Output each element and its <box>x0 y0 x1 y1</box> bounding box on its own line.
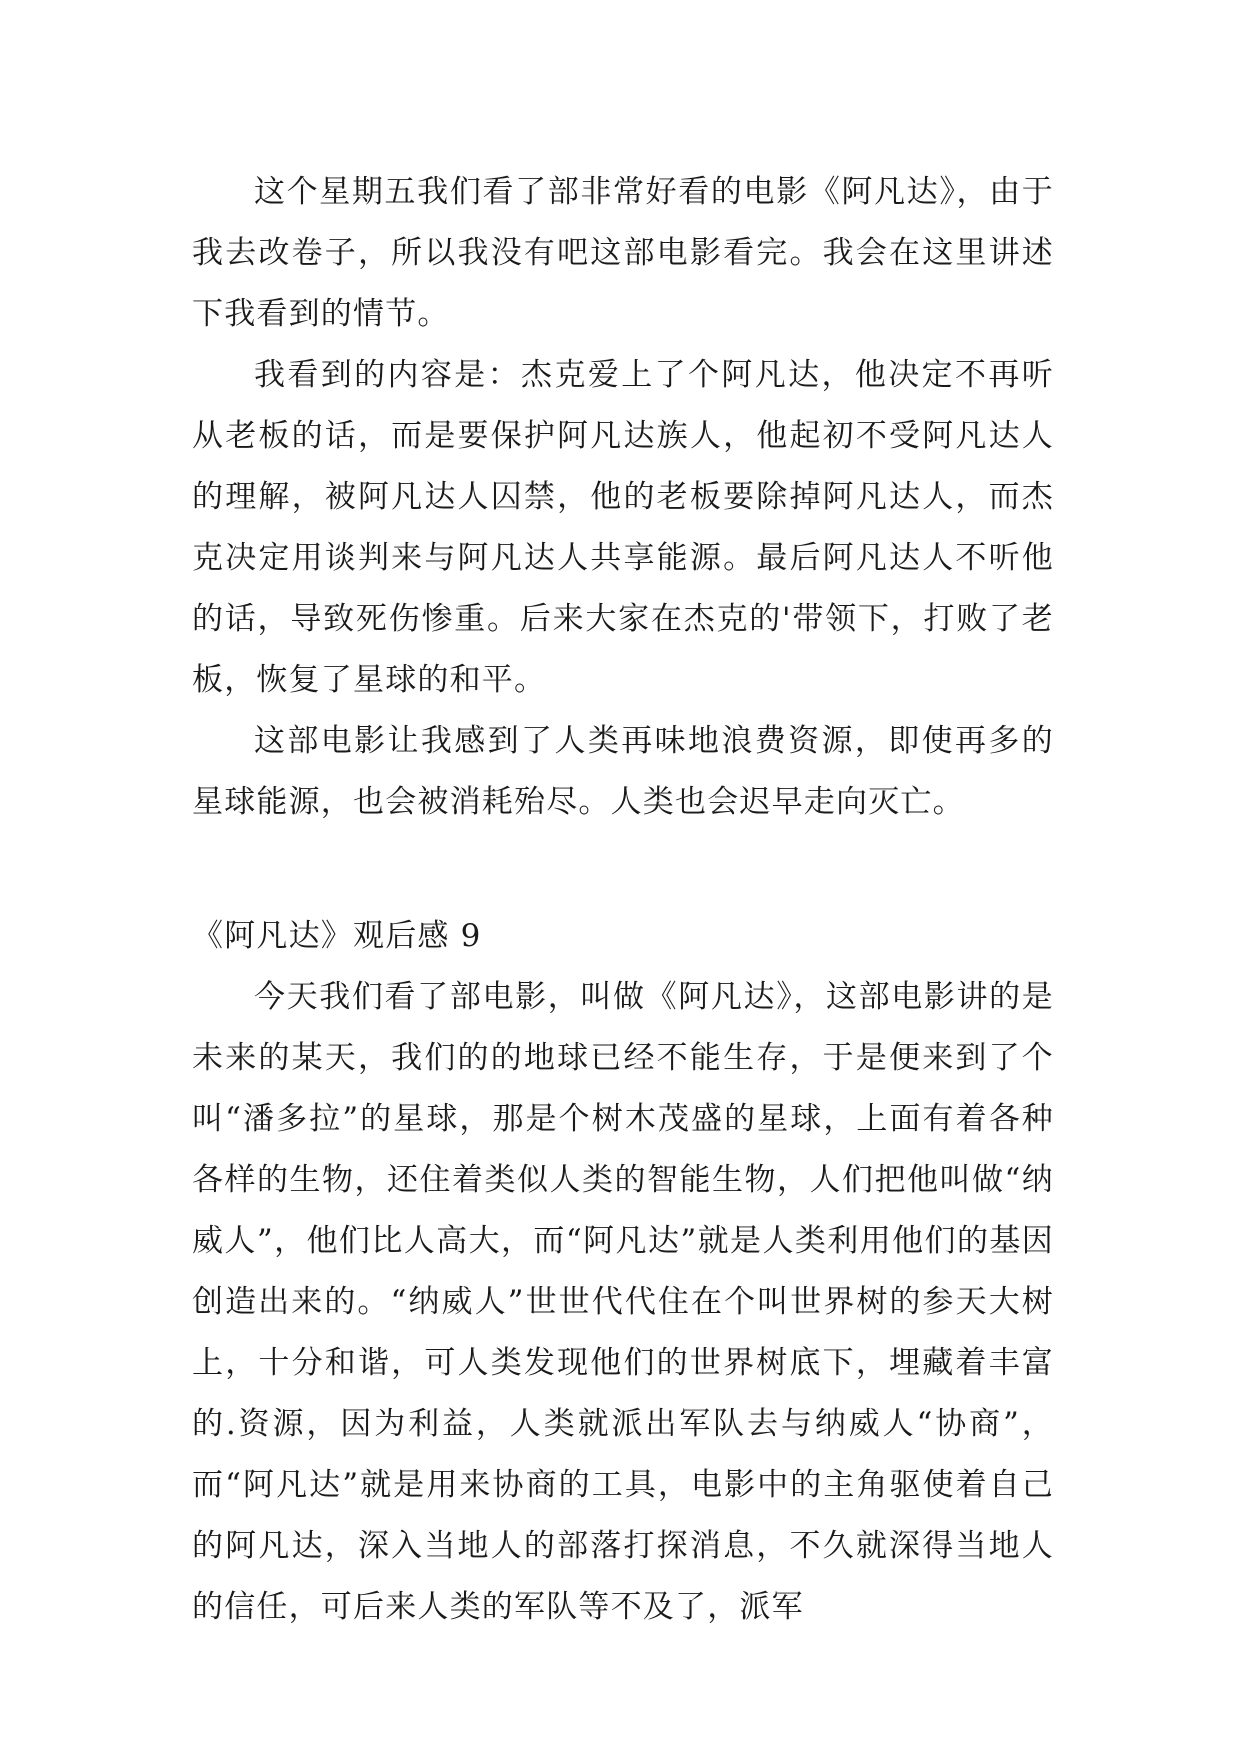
paragraph-2: 我看到的内容是：杰克爱上了个阿凡达，他决定不再听从老板的话，而是要保护阿凡达族人，他起初不受阿凡达人的理解，被阿凡达人囚禁，他的老板要除掉阿凡达人，而杰克决定用谈判来与阿凡达人共享能源。最后阿凡达人不听他的话，导致死伤惨重。后来大家在杰克的'带领下，打败了老板，恢复了星球的和平。 <box>192 357 1054 698</box>
document-body <box>192 162 1054 1638</box>
section-title: 《阿凡达》观后感 9 <box>192 918 482 954</box>
paragraph-1: 这个星期五我们看了部非常好看的电影《阿凡达》，由于我去改卷子，所以我没有吧这部电影看完。我会在这里讲述下我看到的情节。 <box>192 174 1054 332</box>
paragraph-4: 今天我们看了部电影，叫做《阿凡达》，这部电影讲的是未来的某天，我们的的地球已经不能生存，于是便来到了个叫“潘多拉”的星球，那是个树木茂盛的星球，上面有着各种各样的生物，还住着类似人类的智能生物，人们把他叫做“纳威人”，他们比人高大，而“阿凡达”就是人类利用他们的基因创造出来的。“纳威人”世世代代住在个叫世界树的参天大树上，十分和谐，可人类发现他们的世界树底下，埋藏着丰富的.资源，因为利益，人类就派出军队去与纳威人“协商”，而“阿凡达”就是用来协商的工具，电影中的主角驱使着自己的阿凡达，深入当地人的部落打探消息，不久就深得当地人的信任，可后来人类的军队等不及了，派军 <box>192 979 1054 1625</box>
paragraph-3: 这部电影让我感到了人类再味地浪费资源，即使再多的星球能源，也会被消耗殆尽。人类也会迟早走向灭亡。 <box>192 723 1054 820</box>
